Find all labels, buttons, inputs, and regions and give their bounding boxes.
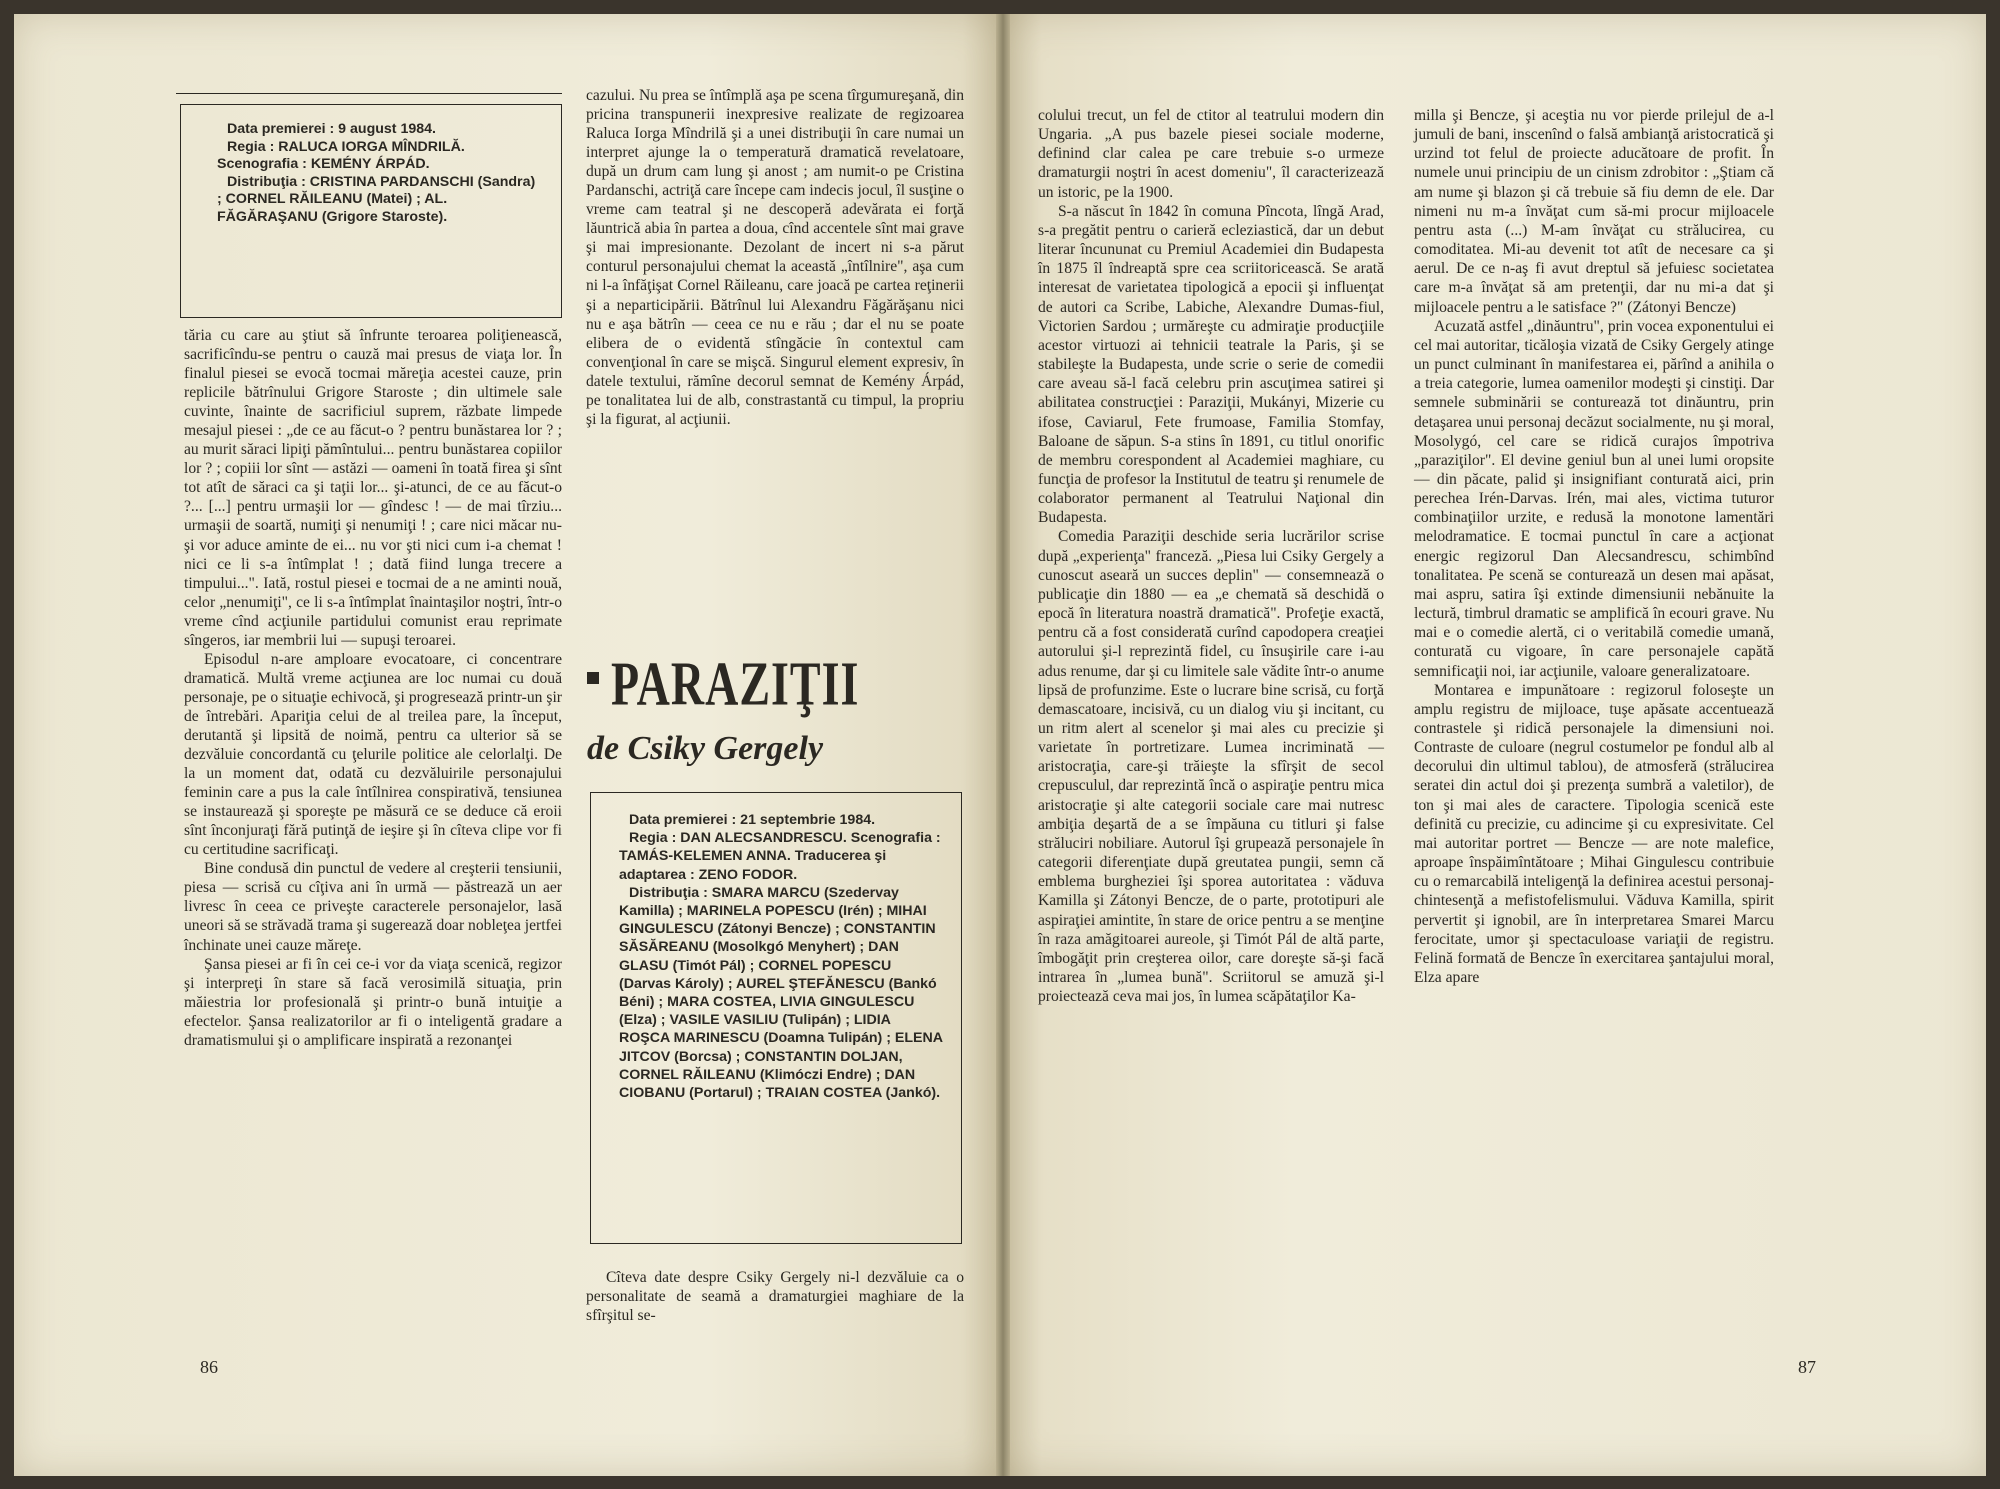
paragraph: Bine condusă din punctul de vedere al creşterii tensiunii, piesa — scrisă cu cîţiva ani în urmă — păstrează un aer livresc în ceea ce priveşte caracterele personajelor, lasă uneori să se străvadă trama şi sugerează doar nobleţea jertfei închinate unei cauze măreţe. (184, 860, 562, 954)
play-title (587, 648, 860, 720)
right-column-2 (1414, 106, 1774, 987)
paragraph: Cîteva date despre Csiky Gergely ni-l dezvăluie ca o personalitate de seamă a dramaturgiei maghiare de la sfîrşitul se- (586, 1269, 964, 1325)
top-box-rule (176, 93, 562, 94)
left-column-1 (184, 326, 562, 1050)
paragraph: tăria cu care au ştiut să înfrunte teroarea poliţienească, sacrificîndu-se pentru o cauză mai presus de viaţa lor. În finalul piesei se evocă tocmai măreţia acestei cauze, prin replicile bătrînului Grigore Staroste ; din ultimele sale cuvinte, înainte de sacrificiul suprem, răzbate limpede mesajul piesei : „de ce au făcut-o ? pentru bunăstarea lor ? ; au murit săraci lipiţi pămîntului... pentru bunăstarea copiilor lor ? ; copiii lor sînt — astăzi — oameni în toată firea şi sînt tot atît de săraci ca şi taţii lor... şi-atunci, de ce au făcut-o ?... [...] pentru urmaşii lor — gîndesc ! — de mai tîrziu... urmaşii de soartă, numiţi şi nenumiţi ! ; care nici măcar nu-şi vor aduce aminte de ei... nu vor şti nici cum i-a chemat ! nici ce li s-a întîmplat ! ; dată fiind lunga trecere a timpului...". Iată, rostul piesei e tocmai de a ne aminti nouă, celor „nenumiţi", ce li s-a întîmplat înaintaşilor noştri, într-o vreme cînd acţiunile partidului comunist erau reprimate sîngeros, iar membrii lui — supuşi teroarei. (184, 327, 562, 649)
right-column-1 (1038, 106, 1384, 1006)
box1-line: Regia : RALUCA IORGA MÎNDRILĂ. Scenografia : KEMÉNY ÁRPÁD. (217, 138, 465, 172)
left-column-2-bottom (586, 1268, 964, 1325)
left-column-2 (586, 86, 964, 429)
play-author: de Csiky Gergely (587, 730, 824, 767)
paragraph: cazului. Nu prea se întîmplă aşa pe scena tîrgumureşană, din pricina transpunerii inexpresive realizate de regizoarea Raluca Iorga Mîndrilă şi a unei distribuţii în care numai un interpret ajunge la o temperatură dramatică revelatoare, după un drum cam lung şi anost ; am numit-o pe Cristina Pardanschi, actriţă care începe cam indecis jocul, îl susţine o vreme cam teatral şi ne descoperă adevărata ei forţă lăuntrică abia în partea a doua, cînd accentele sînt mai grave şi mai impresionante. Dezolant de incert ni s-a părut conturul personajului chemat la această „întîlnire", aşa cum ni l-a înfăţişat Cornel Răileanu, care joacă pe cartea reţinerii şi a neparticipării. Bătrînul lui Alexandru Făgărăşanu nici nu e aşa bătrîn — ceea ce nu e rău ; dar el nu se poate elibera de o evidentă stîngăcie în contextul cam convenţional în care se mişcă. Singurul element expresiv, în datele textului, rămîne decorul semnat de Kemény Árpád, pe tonalitatea lui de alb, constrastantă cu timpul, la propriu şi la figurat, al acţiunii. (586, 87, 965, 428)
page-number-left: 86 (200, 1357, 218, 1377)
paragraph: milla şi Bencze, şi aceştia nu vor pierde prilejul de a-l jumuli de bani, inscenînd o falsă ambianţă aristocratică şi urzind tot felul de proiecte aducătoare de profit. În numele unui principiu de un cinism zdrobitor : „Ştiam că am nume şi blazon şi că trebuie să fiu demn de ele. Dar nimeni nu m-a învăţat cum să-mi procur mijloacele pentru asta (...) M-am învăţat cu strălucirea, cu comoditatea. Mi-au devenit tot atît de necesare ca şi aerul. De ce n-aş fi avut dreptul să jefuiesc societatea care m-a învăţat să am pretenţii, dar nu mi-a dat şi mijloacele pentru a le satisface ?" (Zátonyi Bencze) (1414, 107, 1774, 316)
premiere-info-box-1 (180, 104, 562, 318)
box2-line: Regia : DAN ALECSANDRESCU. Scenografia : TAMÁS-KELEMEN ANNA. Traducerea şi adaptarea : ZENO FODOR. (619, 830, 941, 883)
box2-line: Data premierei : 21 septembrie 1984. (629, 812, 876, 828)
paragraph: colului trecut, un fel de ctitor al teatrului modern din Ungaria. „A pus bazele piesei sociale moderne, definind clar calea pe care trebuie s-o urmeze dramaturgii noştri în acest domeniu", îl caracterizează un istoric, pe la 1900. (1038, 107, 1384, 201)
paragraph: Episodul n-are amploare evocatoare, ci concentrare dramatică. Multă vreme acţiunea are loc numai cu două personaje, pe o situaţie echivocă, şi progresează printr-un şir de întrebări. Apariţia celui de al treilea pare, la început, derutantă şi lipsită de noimă, pentru ca ulterior să se dezvăluie concordantă cu ţelurile politice ale celorlalţi. De la un moment dat, odată cu dezvăluirile personajului feminin care a pus la cale întîlnirea conspirativă, tensiunea se instaurează şi sporeşte pe măsură ce se deduce că eroii sînt înconjuraţi fără putinţă de ieşire şi în cîteva clipe vor fi cu certitudine sacrificaţi. (184, 650, 562, 859)
box1-line: Data premierei : 9 august 1984. (227, 121, 436, 137)
premiere-info-box-2 (590, 792, 962, 1244)
box1-line: Distribuţia : CRISTINA PARDANSCHI (Sandra) ; CORNEL RĂILEANU (Matei) ; AL. FĂGĂRAŞANU (Grigore Staroste). (217, 173, 536, 225)
paragraph: S-a născut în 1842 în comuna Pîncota, lîngă Arad, s-a pregătit pentru o carieră ecleziastică, dar un debut literar încununat cu Premiul Academiei din Budapesta în 1875 îl îndreaptă spre cea scriitoricească. Se arată interesat de varietatea tipologică a epocii şi influenţat de autori ca Scribe, Labiche, Alexandre Dumas-fiul, Victorien Sardou ; urmăreşte cu admiraţie producţiile acestor virtuozi ai tehnicii teatrale la Paris, şi se stabileşte la Budapesta, unde scrie o serie de comedii care aveau să-l facă celebru prin ascuţimea satirei şi abilitatea construcţiei : Paraziţii, Mukányi, Mizerie cu ifose, Caviarul, Fete frumoase, Familia Stomfay, Baloane de săpun. S-a stins în 1891, cu titlul onorific de membru corespondent al Academiei maghiare, cu funcţia de profesor la Institutul de teatru şi renumele de colaborator permanent al Teatrului Naţional din Budapesta. (1038, 202, 1384, 527)
paragraph: Montarea e impunătoare : regizorul foloseşte un amplu registru de mijloace, tuşe apăsate accentuează contrastele şi ridică personajele la dimensiuni noi. Contraste de culoare (negrul costumelor pe fondul alb al decorului din ultimul tablou), de atmosferă (strălucirea seratei din actul doi şi prezenţa sumbră a valetilor), de ton şi mai ales de caractere. Tipologia scenică este definită cu precizie, cu adincime şi cu expresivitate. Cel mai autoritar portret — Bencze — are note malefice, aproape înspăimîntătoare ; Mihai Gingulescu contribuie cu o remarcabilă inteligenţă la definirea acestui personaj-chintesenţă a mefistofelismului. Văduva Kamilla, spirit pervertit şi ignobil, are în interpretarea Smarei Marcu ferocitate, umor şi spectaculoase variaţii de registru. Felină formată de Bencze în exercitarea şantajului moral, Elza apare (1414, 681, 1774, 987)
box2-line: Distribuţia : SMARA MARCU (Szedervay Kamilla) ; MARINELA POPESCU (Irén) ; MIHAI GINGULESCU (Zátonyi Bencze) ; CONSTANTIN SĂSĂREANU (Mosolkgó Menyhert) ; DAN GLASU (Timót Pál) ; CORNEL POPESCU (Darvas Károly) ; AUREL ŞTEFĂNESCU (Bankó Béni) ; MARA COSTEA, LIVIA GINGULESCU (Elza) ; VASILE VASILIU (Tulipán) ; LIDIA ROŞCA MARINESCU (Doamna Tulipán) ; ELENA JITCOV (Borcsa) ; CONSTANTIN DOLJAN, CORNEL RĂILEANU (Klimóczi Endre) ; DAN CIOBANU (Portarul) ; TRAIAN COSTEA (Jankó). (619, 884, 943, 1102)
play-title-text: PARAZIŢII (611, 649, 860, 719)
page-number-right: 87 (1798, 1357, 1816, 1377)
paragraph: Acuzată astfel „dinăuntru", prin vocea exponentului ei cel mai autoritar, ticăloşia vizată de Csiky Gergely atinge un punct culminant în manifestarea ei, părînd a anihila o a treia categorie, lumea oamenilor modeşti şi cinstiţi. Dar semnele subminării se conturează tot dinăuntru, prin detaşarea unui personaj decăzut socialmente, nu şi moral, Mosolygó, cel care se ridică curajos împotriva „paraziţilor". El devine geniul bun al unei lumi oropsite — din păcate, palid şi insignifiant conturată aici, prin perechea Irén-Darvas. Irén, mai ales, victima tuturor combinaţiilor urzite, e redusă la monotone lamentări melodramatice. E tocmai punctul în care a acţionat energic regizorul Dan Alecsandrescu, schimbînd tonalitatea. Pe scenă se conturează un desen mai apăsat, mai aspru, satira îşi extinde dimensiunii nebănuite la lectură, timbrul dramatic se amplifică în ecouri grave. Nu mai e o comedie alertă, ci o veritabilă comedie umană, conturată cu vigoare, în care personajele capătă semnificaţii noi, iar acţiunile, valoare generalizatoare. (1414, 317, 1774, 680)
paragraph: Şansa piesei ar fi în cei ce-i vor da viaţa scenică, regizor şi interpreţi în stare să facă verosimilă situaţia, prin măiestria lor profesională şi printr-o bună intuiţie a efectelor. Şansa realizatorilor ar fi o inteligentă gradare a dramatismului şi o amplificare inspirată a rezonanţei (184, 955, 562, 1049)
paragraph: Comedia Paraziţii deschide seria lucrărilor scrise după „experienţa" franceză. „Piesa lui Csiky Gergely a cunoscut aseară un succes deplin" — consemnează o publicaţie din 1880 — ea „e chemată să deschidă o epocă în literatura noastră dramatică". Profeţie exactă, pentru că a fost considerată curînd capodopera creaţiei autorului şi-l reprezintă fidel, cu însuşirile care i-au adus renume, dar şi cu limitele sale vădite într-o anume lipsă de profunzime. Este o lucrare bine scrisă, cu forţă demascatoare, incisivă, cu un dialog viu şi incitant, cu un ritm alert al scenelor şi mai ales cu precizie şi varietate în portretizare. Lumea incriminată — aristocraţia, care-şi trăieşte la sfîrşit de secol crepusculul, dar reprezintă încă o aspiraţie pentru mica aristocraţie şi alte categorii sociale care mai nutresc ambiţia deşartă de a se împăuna cu titluri şi false străluciri nobiliare. Autorul îşi grupează personajele în categorii diferenţiate după greutatea pungii, semn că emblema burgheziei îşi sporea autoritatea : văduva Kamilla şi Zátonyi Bencze, de o parte, prototipuri ale aspiraţiei amintite, în stare de orice pentru a se menţine în raza amăgitoarei aureole, şi Timót Pál de altă parte, îmbogăţit prin creşterea oilor, care doreşte să-şi facă intrarea în „lumea bună". Scriitorul se amuză şi-l proiectează ceva mai jos, în lumea scăpătaţilor Ka- (1038, 528, 1384, 1006)
book-spine (996, 14, 1010, 1476)
